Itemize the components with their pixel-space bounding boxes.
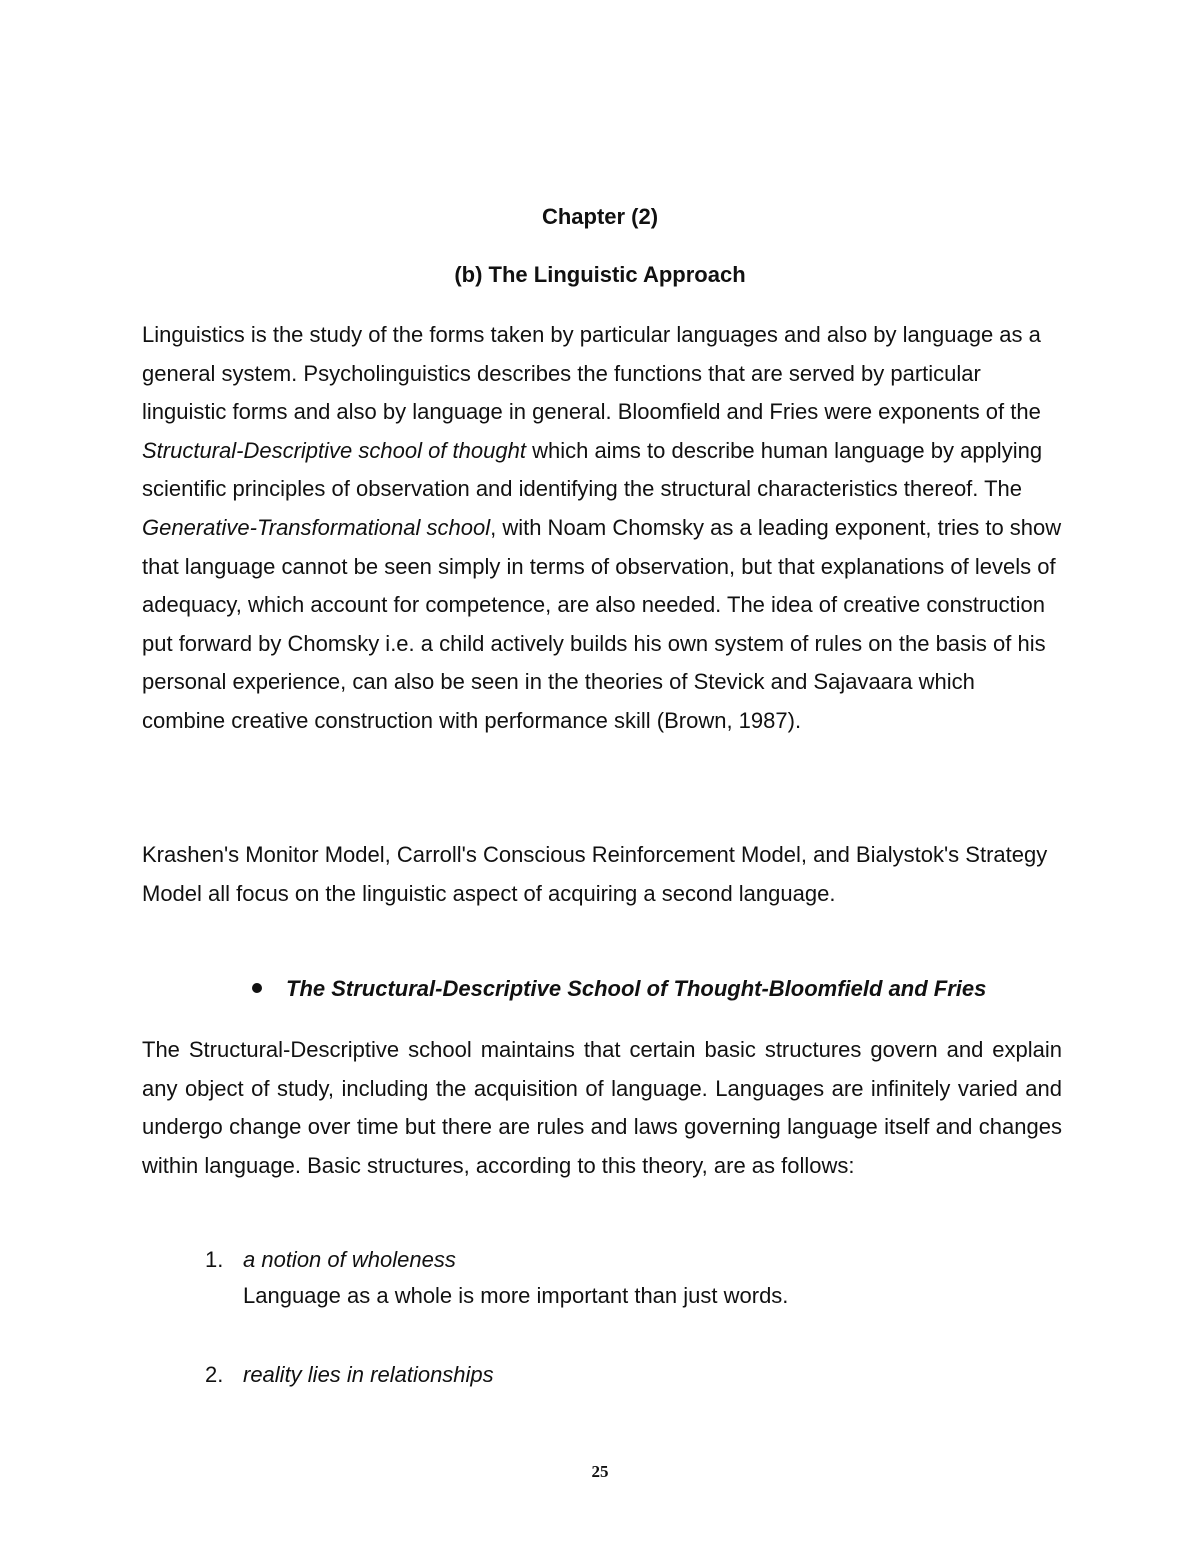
list-item (205, 1362, 1065, 1388)
paragraph-text: which aims to describe human language by applying scientific principles of observation and identifying the structural characteristics thereof. The (142, 437, 1043, 502)
list-item-number: 1. (205, 1247, 224, 1272)
italic-term-structural-descriptive: Structural-Descriptive school of thought (142, 437, 526, 463)
list-item (205, 1247, 1065, 1309)
list-item-description: Language as a whole is more important than just words. (243, 1283, 789, 1308)
paragraph-text: Linguistics is the study of the forms taken by particular languages and also by language as a general system. Psycholinguistics describes the functions that are served by particular linguistic forms and also by language in general. Bloomfield and Fries were exponents of the (142, 322, 1041, 425)
list-item-title: a notion of wholeness (243, 1247, 456, 1272)
bullet-heading (252, 976, 1072, 1002)
section-title: (b) The Linguistic Approach (454, 262, 746, 287)
paragraph-structural-descriptive: The Structural-Descriptive school maintains that certain basic structures govern and explain any object of study, including the acquisition of language. Languages are infinitely varied and undergo change over time but there are rules and laws governing language itself and changes within language. Basic structures, according to this theory, are as follows: (142, 1037, 1062, 1178)
list-item-number: 2. (205, 1362, 224, 1387)
paragraph-models: Krashen's Monitor Model, Carroll's Conscious Reinforcement Model, and Bialystok's Strategy Model all focus on the linguistic aspect of acquiring a second language. (142, 842, 1048, 906)
paragraph-text: , with Noam Chomsky as a leading exponent, tries to show that language cannot be seen simply in terms of observation, but that explanations of levels of adequacy, which account for competence, are also needed. The idea of creative construction put forward by Chomsky i.e. a child actively builds his own system of rules on the basis of his personal experience, can also be seen in the theories of Stevick and Sajavaara which combine creative construction with performance skill (Brown, 1987). (142, 514, 1062, 733)
bullet-heading-text: The Structural-Descriptive School of Thought-Bloomfield and Fries (286, 976, 987, 1001)
chapter-title: Chapter (2) (541, 204, 659, 229)
italic-term-generative-transformational: Generative-Transformational school (142, 514, 491, 540)
bullet-dot-icon (252, 983, 262, 993)
paragraph-linguistics-intro (142, 316, 1062, 741)
page-number: 25 (591, 1462, 609, 1481)
list-item-title: reality lies in relationships (243, 1362, 494, 1387)
